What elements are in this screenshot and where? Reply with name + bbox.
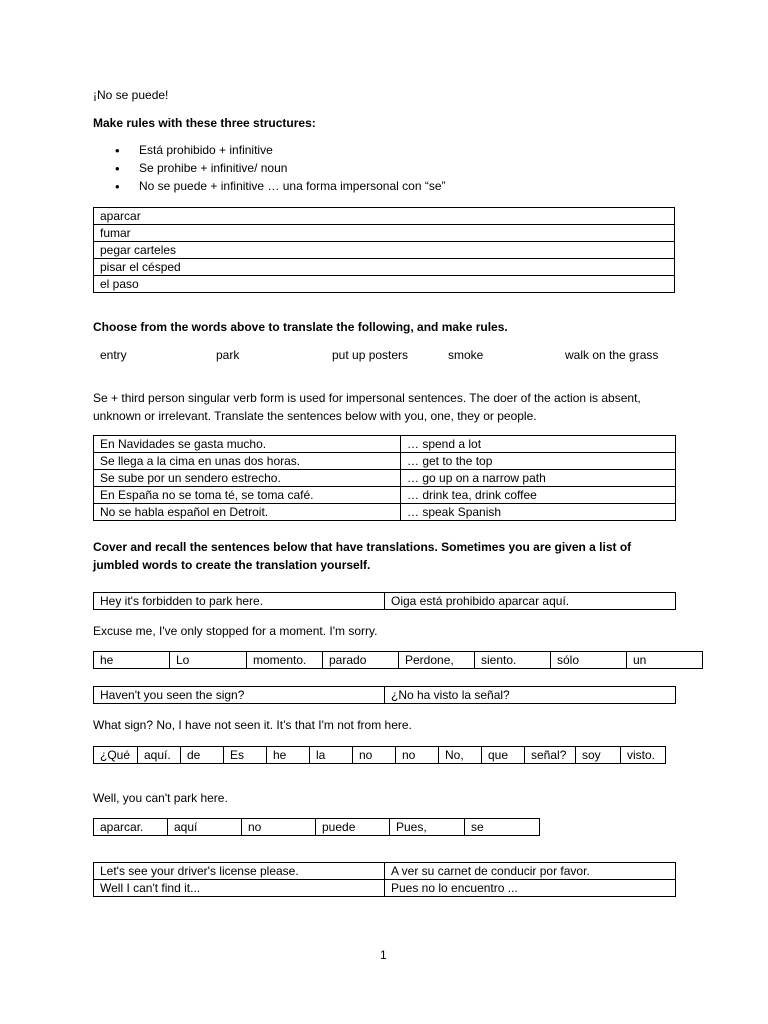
english-cell: … spend a lot [401,436,676,453]
english-cell: … go up on a narrow path [401,470,676,487]
jumbled-words-1 [93,651,703,669]
word-cell: puede [316,819,390,836]
spanish-cell: ¿No ha visto la señal? [385,687,676,704]
table-row [94,225,675,242]
word-cell: Es [224,747,267,764]
page-number: 1 [380,948,387,962]
word-cell: Pues, [390,819,465,836]
word-cell: aparcar. [94,819,168,836]
word-cell: siento. [475,652,551,669]
word-cell: aquí [168,819,242,836]
word-cell: sólo [551,652,627,669]
table-row [94,276,675,293]
vocab-cell: pisar el césped [94,259,675,276]
word-cell: visto. [621,747,666,764]
english-cell: Haven't you seen the sign? [94,687,385,704]
table-row [94,470,676,487]
word-cell: momento. [247,652,323,669]
table-row [94,819,540,836]
english-cell: Hey it's forbidden to park here. [94,593,385,610]
word-cell: soy [576,747,621,764]
spanish-cell: En Navidades se gasta mucho. [94,436,401,453]
word-cell: no [396,747,439,764]
dialogue-pair-3 [93,862,676,897]
word-cell: he [267,747,310,764]
worksheet-title: ¡No se puede! [93,88,169,102]
vocab-cell: aparcar [94,208,675,225]
english-cell: … speak Spanish [401,504,676,521]
structure-item: • No se puede + infinitive … una forma impersonal con “se” [93,178,446,196]
section1-heading: Make rules with these three structures: [93,116,316,130]
word-cell: parado [323,652,399,669]
spanish-cell: En España no se toma té, se toma café. [94,487,401,504]
word-item: walk on the grass [565,348,659,362]
dialogue-pair-1 [93,592,676,610]
dialogue-line-1: Excuse me, I've only stopped for a moment. I'm sorry. [93,624,378,638]
structure-item: • Se prohibe + infinitive/ noun [93,160,446,178]
word-cell: Perdone, [399,652,475,669]
table-row [94,242,675,259]
vocab-cell: pegar carteles [94,242,675,259]
word-list [100,347,680,364]
word-cell: de [181,747,224,764]
word-cell: aquí. [138,747,181,764]
word-item: park [216,348,240,362]
english-cell: … get to the top [401,453,676,470]
table-row [94,208,675,225]
table-row [94,880,676,897]
table-row [94,436,676,453]
english-cell: Well I can't find it... [94,880,385,897]
table-row [94,487,676,504]
dialogue-line-2: What sign? No, I have not seen it. It’s that I'm not from here. [93,718,412,732]
word-cell: un [627,652,703,669]
table-row [94,687,676,704]
structure-list [93,142,446,196]
vocab-table [93,207,675,293]
word-cell: señal? [525,747,576,764]
table-row [94,747,666,764]
word-cell: se [465,819,540,836]
word-cell: no [242,819,316,836]
table-row [94,504,676,521]
word-item: smoke [448,348,484,362]
word-cell: la [310,747,353,764]
word-cell: ¿Qué [94,747,138,764]
word-cell: he [94,652,170,669]
table-row [94,652,703,669]
spanish-cell: Se llega a la cima en unas dos horas. [94,453,401,470]
section2-heading: Choose from the words above to translate the following, and make rules. [93,320,508,334]
word-cell: no [353,747,396,764]
spanish-cell: Se sube por un sendero estrecho. [94,470,401,487]
dialogue-line-3: Well, you can't park here. [93,791,228,805]
word-cell: que [482,747,525,764]
impersonal-table [93,435,676,521]
impersonal-explanation: Se + third person singular verb form is used for impersonal sentences. The doer of the action is absent, unknown or irrelevant. Translate the sentences below with you, one, they or people. [93,391,641,423]
dialogue-pair-2 [93,686,676,704]
jumbled-words-2 [93,746,666,764]
table-row [94,453,676,470]
word-cell: Lo [170,652,247,669]
table-row [94,863,676,880]
spanish-cell: No se habla español en Detroit. [94,504,401,521]
vocab-cell: el paso [94,276,675,293]
section4-heading: Cover and recall the sentences below that have translations. Sometimes you are given a list of jumbled words to create the translation yourself. [93,540,632,572]
word-item: entry [100,348,127,362]
word-item: put up posters [332,348,409,362]
spanish-cell: Pues no lo encuentro ... [385,880,676,897]
table-row [94,593,676,610]
word-cell: No, [439,747,482,764]
english-cell: Let's see your driver's license please. [94,863,385,880]
jumbled-words-3 [93,818,540,836]
spanish-cell: A ver su carnet de conducir por favor. [385,863,676,880]
vocab-cell: fumar [94,225,675,242]
english-cell: … drink tea, drink coffee [401,487,676,504]
spanish-cell: Oiga está prohibido aparcar aquí. [385,593,676,610]
table-row [94,259,675,276]
structure-item: • Está prohibido + infinitive [93,142,446,160]
